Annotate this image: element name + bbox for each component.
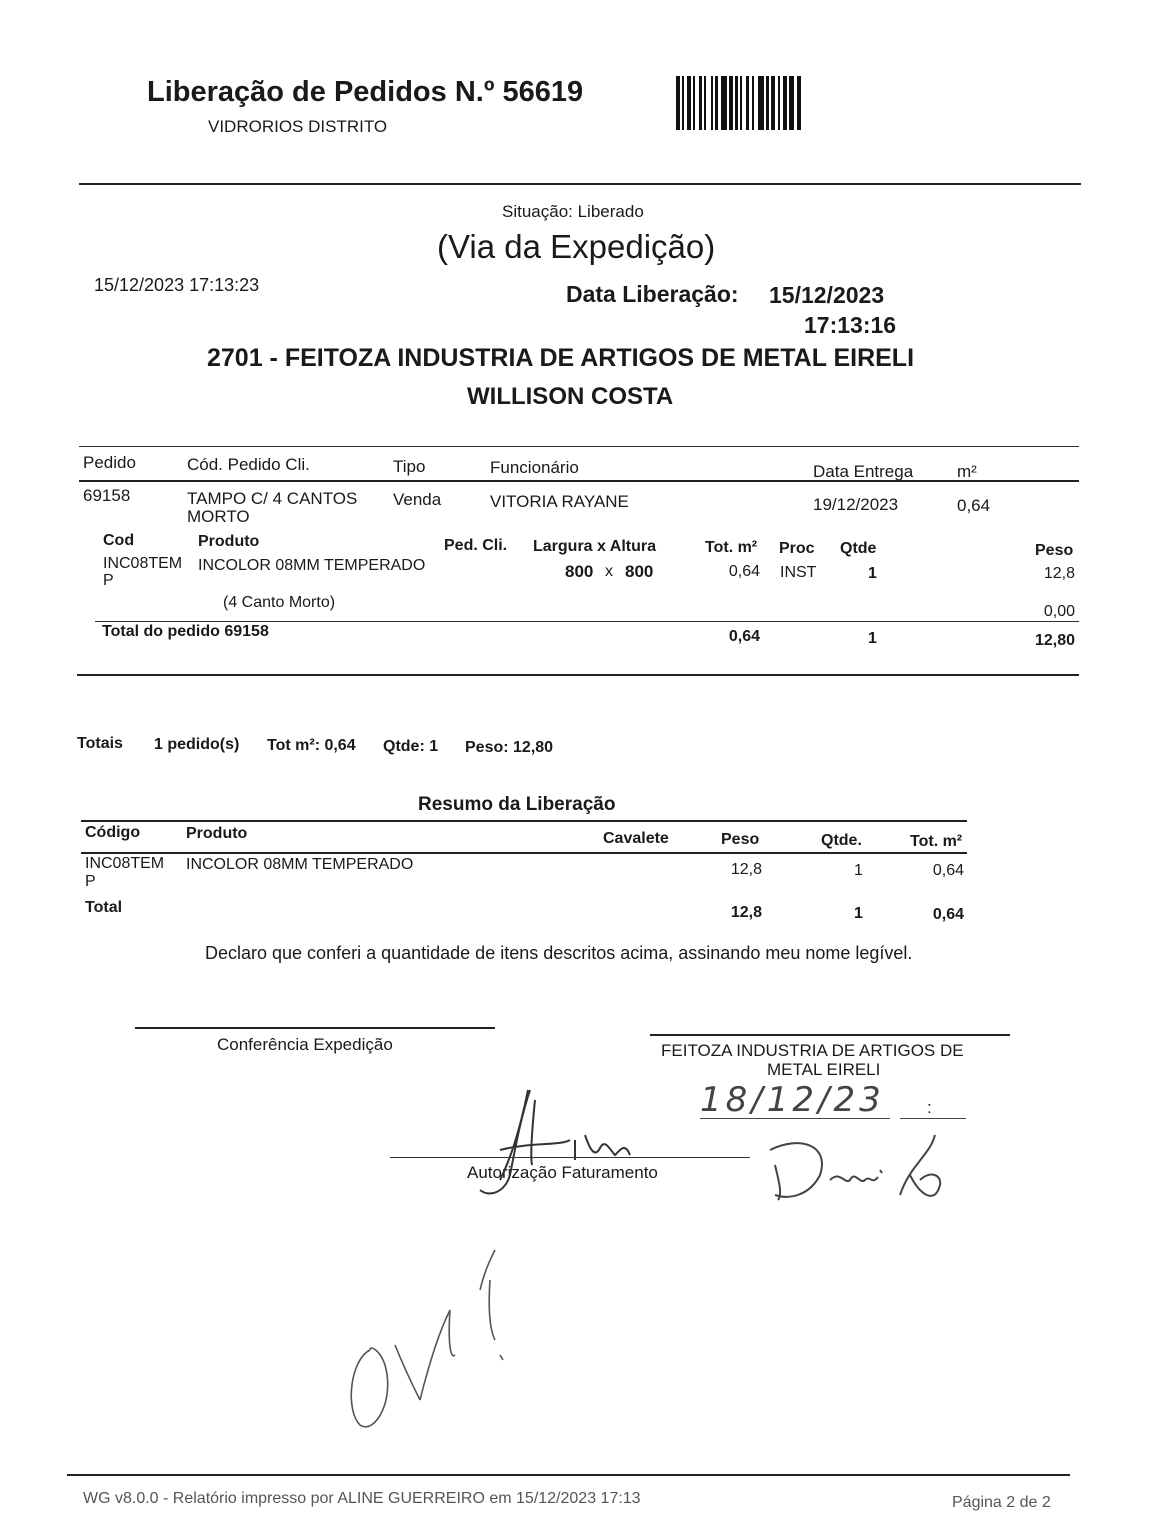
time-placeholder: :	[927, 1098, 932, 1117]
client-signature-name-1: FEITOZA INDUSTRIA DE ARTIGOS DE	[661, 1041, 964, 1060]
client-contact: WILLISON COSTA	[467, 383, 674, 410]
client-name: 2701 - FEITOZA INDUSTRIA DE ARTIGOS DE METAL EIRELI	[207, 344, 915, 372]
summary-total-peso: 12,8	[730, 904, 762, 921]
col-tipo: Tipo	[393, 457, 426, 476]
item-cod-1: INC08TEM	[103, 555, 183, 572]
order-total-m2: 0,64	[728, 628, 760, 645]
item-col-largura-altura: Largura x Altura	[533, 538, 656, 555]
item-note: (4 Canto Morto)	[223, 594, 336, 611]
summary-col-codigo: Código	[85, 824, 141, 841]
print-datetime: 15/12/2023 17:13:23	[94, 275, 260, 295]
summary-produto: INCOLOR 08MM TEMPERADO	[186, 856, 414, 873]
time-underline	[900, 1118, 966, 1119]
summary-peso: 12,8	[730, 861, 762, 878]
summary-top-line	[81, 820, 967, 822]
autorizacao-label: Autorização Faturamento	[467, 1163, 658, 1182]
item-x: x	[605, 563, 613, 580]
order-table-top-line	[79, 446, 1079, 447]
item-note-peso: 0,00	[1043, 603, 1075, 620]
client-signature-line	[650, 1034, 1010, 1036]
order-total-qtde: 1	[868, 630, 877, 647]
company-name: VIDRORIOS DISTRITO	[208, 117, 388, 136]
item-col-tot-m2: Tot. m²	[705, 539, 758, 556]
footer-line	[67, 1474, 1070, 1476]
handwritten-date: 18/12/23	[700, 1080, 885, 1120]
summary-col-tot-m2: Tot. m²	[910, 833, 963, 850]
totals-tot-m2: Tot m²: 0,64	[267, 737, 356, 754]
col-pedido: Pedido	[83, 453, 136, 472]
order-total-label: Total do pedido 69158	[102, 623, 269, 640]
item-col-qtde: Qtde	[840, 540, 877, 557]
order-header-line	[79, 480, 1079, 482]
release-time: 17:13:16	[804, 312, 897, 338]
col-m2: m²	[957, 462, 977, 481]
item-proc: INST	[780, 564, 817, 581]
item-altura: 800	[625, 562, 654, 581]
item-col-proc: Proc	[779, 540, 815, 557]
order-funcionario: VITORIA RAYANE	[490, 492, 629, 511]
item-largura: 800	[565, 562, 594, 581]
copy-label: (Via da Expedição)	[437, 228, 716, 265]
summary-total-tot-m2: 0,64	[932, 906, 964, 923]
header-divider	[79, 183, 1081, 185]
order-cod-cli-1: TAMPO C/ 4 CANTOS	[187, 489, 358, 508]
item-col-ped-cli: Ped. Cli.	[444, 537, 508, 554]
totals-label: Totais	[77, 735, 123, 752]
footer-page-number: Página 2 de 2	[952, 1494, 1051, 1511]
summary-col-qtde: Qtde.	[821, 832, 862, 849]
status-text: Situação: Liberado	[502, 202, 644, 221]
item-peso: 12,8	[1043, 565, 1075, 582]
totals-qtde: Qtde: 1	[383, 738, 439, 755]
summary-total-qtde: 1	[854, 905, 863, 922]
declaration-text: Declaro que conferi a quantidade de itens descritos acima, assinando meu nome legível.	[205, 943, 913, 963]
order-tipo: Venda	[393, 490, 442, 509]
summary-col-peso: Peso	[721, 831, 760, 848]
summary-title: Resumo da Liberação	[418, 794, 616, 815]
item-col-produto: Produto	[198, 533, 260, 550]
totals-peso: Peso: 12,80	[465, 739, 554, 756]
summary-col-produto: Produto	[186, 825, 248, 842]
summary-qtde: 1	[854, 862, 863, 879]
item-tot-m2: 0,64	[728, 563, 760, 580]
document-title: Liberação de Pedidos N.º 56619	[147, 76, 584, 108]
summary-col-cavalete: Cavalete	[603, 830, 669, 847]
summary-tot-m2: 0,64	[932, 862, 964, 879]
order-total-peso: 12,80	[1034, 632, 1075, 649]
conferencia-label: Conferência Expedição	[217, 1035, 393, 1054]
totals-pedidos: 1 pedido(s)	[154, 736, 240, 753]
col-data-entrega: Data Entrega	[813, 462, 914, 481]
item-cod-2: P	[103, 572, 114, 589]
order-data-entrega: 19/12/2023	[813, 495, 899, 514]
release-label: Data Liberação:	[566, 281, 739, 307]
date-underline	[700, 1118, 890, 1119]
item-produto: INCOLOR 08MM TEMPERADO	[198, 557, 426, 574]
summary-total-label: Total	[85, 899, 123, 916]
summary-codigo-2: P	[85, 873, 96, 890]
signature-aline	[460, 1080, 660, 1200]
barcode	[676, 76, 852, 130]
col-funcionario: Funcionário	[490, 458, 579, 477]
summary-header-line	[81, 852, 967, 854]
conferencia-signature-line	[135, 1027, 495, 1029]
release-date: 15/12/2023	[769, 282, 885, 308]
item-col-peso: Peso	[1035, 542, 1074, 559]
item-qtde: 1	[868, 565, 877, 582]
order-table-bottom-line	[77, 674, 1079, 676]
client-signature-name-2: METAL EIRELI	[767, 1060, 881, 1079]
col-cod-pedido-cli: Cód. Pedido Cli.	[187, 455, 310, 474]
summary-codigo-1: INC08TEM	[85, 855, 165, 872]
signature-client	[760, 1125, 960, 1215]
order-total-line	[95, 621, 1079, 622]
footer-printed-by: WG v8.0.0 - Relatório impresso por ALINE GUERREIRO em 15/12/2023 17:13	[83, 1490, 641, 1507]
item-col-cod: Cod	[103, 532, 135, 549]
ok-handwriting	[340, 1250, 520, 1440]
order-cod-cli-2: MORTO	[187, 507, 250, 526]
order-pedido: 69158	[83, 486, 131, 505]
order-m2: 0,64	[957, 496, 991, 515]
